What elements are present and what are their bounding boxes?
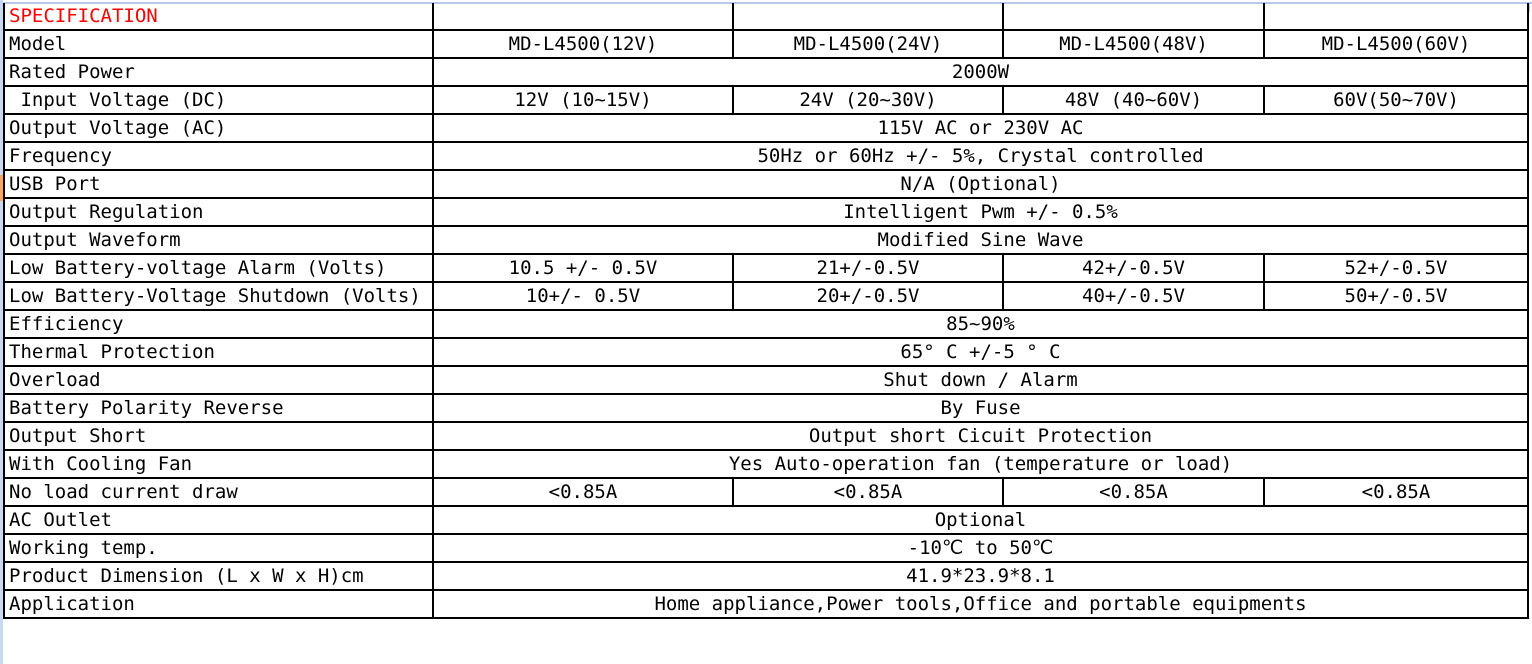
row-label-efficiency: Efficiency <box>4 310 433 338</box>
input-voltage-cell-60v: 60V(50~70V) <box>1264 86 1528 114</box>
table-row-no-load-current <box>4 478 1528 506</box>
row-label-output-waveform: Output Waveform <box>4 226 433 254</box>
row-label-overload: Overload <box>4 366 433 394</box>
row-label-input-voltage: Input Voltage (DC) <box>4 86 433 114</box>
low-battery-shutdown-cell-24v: 20+/-0.5V <box>733 282 1003 310</box>
row-label-no-load-current: No load current draw <box>4 478 433 506</box>
low-battery-alarm-cell-24v: 21+/-0.5V <box>733 254 1003 282</box>
row-label-output-regulation: Output Regulation <box>4 198 433 226</box>
row-label-cooling-fan: With Cooling Fan <box>4 450 433 478</box>
model-cell-12v: MD-L4500(12V) <box>433 30 733 58</box>
output-regulation-value: Intelligent Pwm +/- 0.5% <box>433 198 1528 226</box>
row-label-application: Application <box>4 590 433 618</box>
overload-value: Shut down / Alarm <box>433 366 1528 394</box>
input-voltage-cell-48v: 48V (40~60V) <box>1003 86 1264 114</box>
product-dimension-value: 41.9*23.9*8.1 <box>433 562 1528 590</box>
table-row-output-short <box>4 422 1528 450</box>
row-label-working-temp: Working temp. <box>4 534 433 562</box>
usb-port-value: N/A (Optional) <box>433 170 1528 198</box>
battery-polarity-value: By Fuse <box>433 394 1528 422</box>
no-load-current-cell-48v: <0.85A <box>1003 478 1264 506</box>
output-waveform-value: Modified Sine Wave <box>433 226 1528 254</box>
application-value: Home appliance,Power tools,Office and portable equipments <box>433 590 1528 618</box>
title-row-empty-cell-2 <box>733 3 1003 30</box>
table-row-overload <box>4 366 1528 394</box>
table-row-low-battery-shutdown <box>4 282 1528 310</box>
no-load-current-cell-60v: <0.85A <box>1264 478 1528 506</box>
table-row-output-regulation <box>4 198 1528 226</box>
rated-power-value: 2000W <box>433 58 1528 86</box>
specification-table <box>3 3 1529 619</box>
table-row-usb-port <box>4 170 1528 198</box>
model-cell-48v: MD-L4500(48V) <box>1003 30 1264 58</box>
low-battery-alarm-cell-60v: 52+/-0.5V <box>1264 254 1528 282</box>
page-title: SPECIFICATION <box>4 3 433 30</box>
table-row-model <box>4 30 1528 58</box>
row-label-thermal-protection: Thermal Protection <box>4 338 433 366</box>
row-label-model: Model <box>4 30 433 58</box>
row-label-battery-polarity: Battery Polarity Reverse <box>4 394 433 422</box>
row-label-rated-power: Rated Power <box>4 58 433 86</box>
model-cell-24v: MD-L4500(24V) <box>733 30 1003 58</box>
ac-outlet-value: Optional <box>433 506 1528 534</box>
table-row-rated-power <box>4 58 1528 86</box>
row-label-usb-port: USB Port <box>4 170 433 198</box>
table-row-efficiency <box>4 310 1528 338</box>
table-row-output-voltage <box>4 114 1528 142</box>
cooling-fan-value: Yes Auto-operation fan (temperature or load) <box>433 450 1528 478</box>
row-label-output-voltage: Output Voltage (AC) <box>4 114 433 142</box>
no-load-current-cell-12v: <0.85A <box>433 478 733 506</box>
output-voltage-value: 115V AC or 230V AC <box>433 114 1528 142</box>
table-row-thermal-protection <box>4 338 1528 366</box>
output-short-value: Output short Cicuit Protection <box>433 422 1528 450</box>
low-battery-shutdown-cell-60v: 50+/-0.5V <box>1264 282 1528 310</box>
row-label-product-dimension: Product Dimension (L x W x H)cm <box>4 562 433 590</box>
title-row-empty-cell-4 <box>1264 3 1528 30</box>
table-row-cooling-fan <box>4 450 1528 478</box>
no-load-current-cell-24v: <0.85A <box>733 478 1003 506</box>
row-label-ac-outlet: AC Outlet <box>4 506 433 534</box>
model-cell-60v: MD-L4500(60V) <box>1264 30 1528 58</box>
row-label-frequency: Frequency <box>4 142 433 170</box>
working-temp-value: -10℃ to 50℃ <box>433 534 1528 562</box>
table-row-input-voltage <box>4 86 1528 114</box>
low-battery-alarm-cell-48v: 42+/-0.5V <box>1003 254 1264 282</box>
low-battery-shutdown-cell-12v: 10+/- 0.5V <box>433 282 733 310</box>
table-row-low-battery-alarm <box>4 254 1528 282</box>
table-row-application <box>4 590 1528 618</box>
table-row-product-dimension <box>4 562 1528 590</box>
row-label-low-battery-shutdown: Low Battery-Voltage Shutdown (Volts) <box>4 282 433 310</box>
input-voltage-cell-24v: 24V (20~30V) <box>733 86 1003 114</box>
efficiency-value: 85~90% <box>433 310 1528 338</box>
low-battery-alarm-cell-12v: 10.5 +/- 0.5V <box>433 254 733 282</box>
input-voltage-cell-12v: 12V (10~15V) <box>433 86 733 114</box>
title-row-empty-cell-1 <box>433 3 733 30</box>
row-label-output-short: Output Short <box>4 422 433 450</box>
table-row-ac-outlet <box>4 506 1528 534</box>
table-row-output-waveform <box>4 226 1528 254</box>
table-row-battery-polarity <box>4 394 1528 422</box>
thermal-protection-value: 65° C +/-5 ° C <box>433 338 1528 366</box>
row-label-low-battery-alarm: Low Battery-voltage Alarm (Volts) <box>4 254 433 282</box>
frequency-value: 50Hz or 60Hz +/- 5%, Crystal controlled <box>433 142 1528 170</box>
table-row-working-temp <box>4 534 1528 562</box>
table-row-title <box>4 3 1528 30</box>
table-row-frequency <box>4 142 1528 170</box>
title-row-empty-cell-3 <box>1003 3 1264 30</box>
low-battery-shutdown-cell-48v: 40+/-0.5V <box>1003 282 1264 310</box>
